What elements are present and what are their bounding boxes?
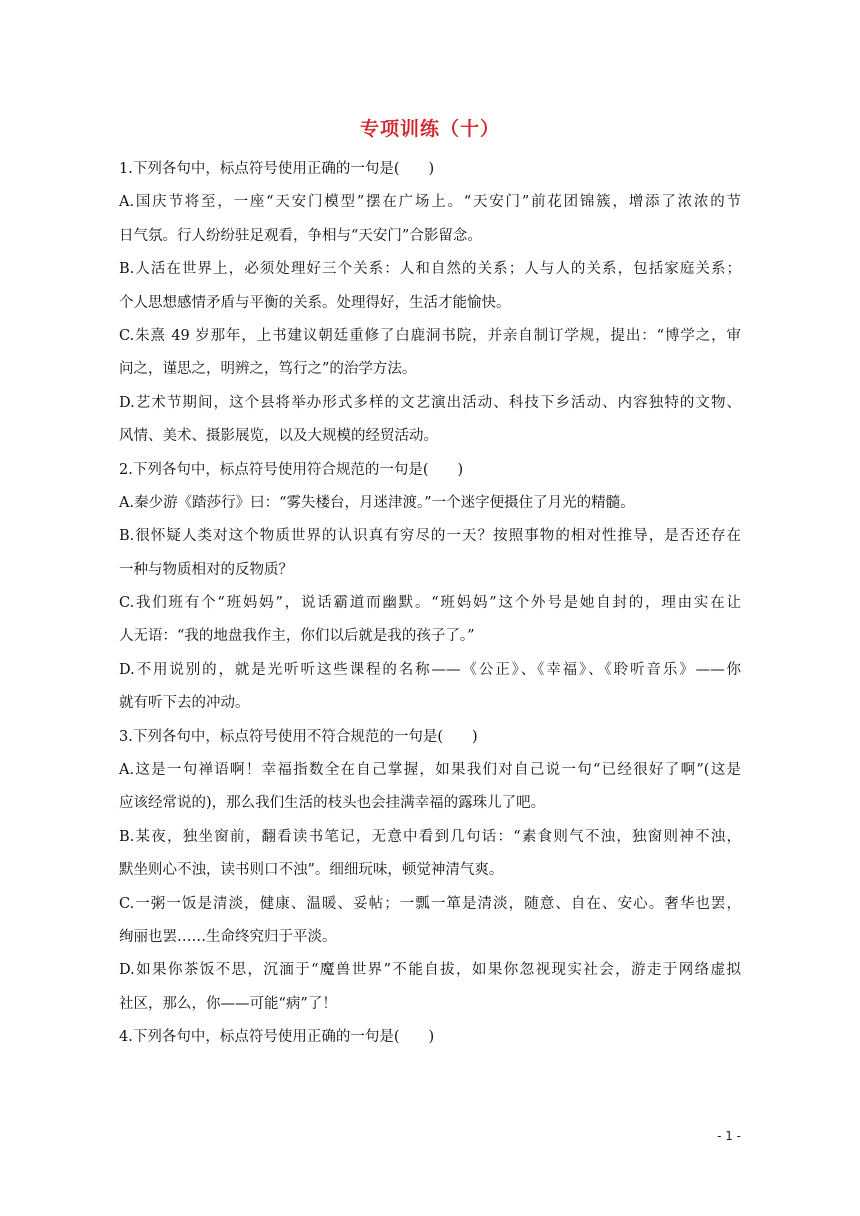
text-line: 就有听下去的冲动。: [119, 695, 250, 712]
text-line: 默坐则心不浊，读书则口不浊”。细细玩味，顿觉神清气爽。: [119, 862, 504, 879]
text-line: 1.下列各句中，标点符号使用正确的一句是( ): [119, 161, 435, 177]
text-line: B.很怀疑人类对这个物质世界的认识真有穷尽的一天？按照事物的相对性推导，是否还存在: [119, 528, 741, 545]
text-line: C.我们班有个“班妈妈”，说话霸道而幽默。“班妈妈”这个外号是她自封的，理由实在让: [119, 595, 741, 612]
text-line: 问之，谨思之，明辨之，笃行之”的治学方法。: [119, 361, 417, 378]
text-line: 绚丽也罢……生命终究归于平淡。: [119, 928, 337, 945]
text-line: D.如果你茶饭不思，沉湎于“魔兽世界”不能自拔，如果你忽视现实社会，游走于网络虚拟: [119, 962, 741, 979]
text-line: 2.下列各句中，标点符号使用符合规范的一句是( ): [119, 461, 464, 478]
text-line: 一种与物质相对的反物质？: [119, 561, 293, 578]
text-line: D.艺术节期间，这个县将举办形式多样的文艺演出活动、科技下乡活动、内容独特的文物、: [119, 394, 741, 411]
text-line: D.不用说别的，就是光听听这些课程的名称——《公正》、《幸福》、《聆听音乐》——你: [119, 661, 741, 678]
text-line: A.这是一句禅语啊！幸福指数全在自己掌握，如果我们对自己说一句“已经很好了啊”(这是: [119, 762, 741, 779]
document-body: [119, 153, 741, 1055]
text-line: 应该经常说的)，那么我们生活的枝头也会挂满幸福的露珠儿了吧。: [119, 795, 546, 812]
text-line: 风情、美术、摄影展览，以及大规模的经贸活动。: [119, 428, 438, 445]
text-line: 3.下列各句中，标点符号使用不符合规范的一句是( ): [119, 728, 478, 745]
text-line: A.秦少游《踏莎行》曰：“雾失楼台，月迷津渡。”一个迷字便摄住了月光的精髓。: [119, 494, 635, 511]
page-title: 专项训练（十）: [359, 118, 500, 140]
text-line: A.国庆节将至，一座“天安门模型”摆在广场上。“天安门”前花团锦簇，增添了浓浓的节: [119, 194, 741, 211]
text-line: 社区，那么，你——可能“病”了！: [119, 995, 337, 1012]
text-line: C.一粥一饭是清淡，健康、温暖、妥帖；一瓢一箪是清淡，随意、自在、安心。奢华也罢，: [119, 895, 741, 912]
page-number: - 1 -: [717, 1129, 741, 1143]
text-line: 个人思想感情矛盾与平衡的关系。处理得好，生活才能愉快。: [119, 294, 511, 311]
text-line: 4.下列各句中，标点符号使用正确的一句是( ): [119, 1029, 435, 1046]
text-line: C.朱熹 49 岁那年，上书建议朝廷重修了白鹿洞书院，并亲自制订学规，提出：“博学之，审: [119, 327, 741, 344]
text-line: B.某夜，独坐窗前，翻看读书笔记，无意中看到几句话：“素食则气不浊，独窗则神不浊，: [119, 828, 741, 845]
text-line: 日气氛。行人纷纷驻足观看，争相与“天安门”合影留念。: [119, 227, 482, 244]
text-line: 人无语：“我的地盘我作主，你们以后就是我的孩子了。”: [119, 628, 475, 645]
text-line: B.人活在世界上，必须处理好三个关系：人和自然的关系；人与人的关系，包括家庭关系；: [119, 261, 741, 278]
